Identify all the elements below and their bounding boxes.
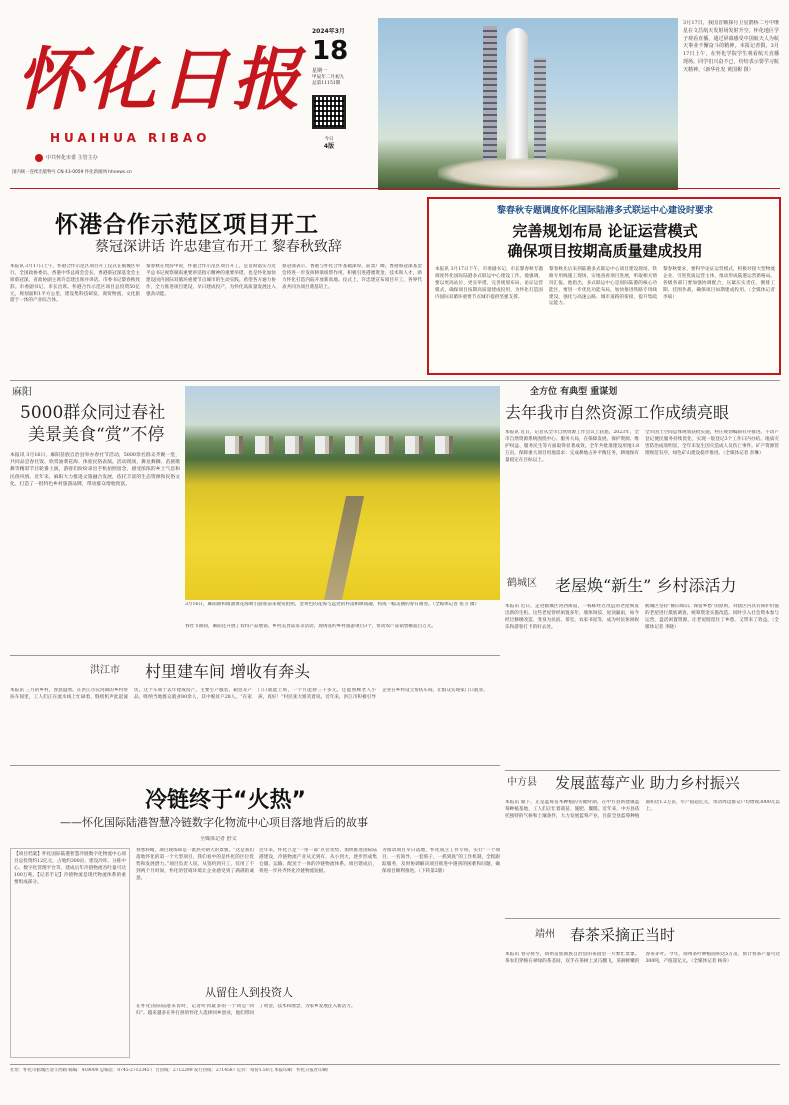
date-box — [312, 28, 372, 178]
publisher-line: 中共怀化市委 主管主办 — [35, 154, 98, 162]
story3-headline: 村里建车间 增收有奔头 — [145, 662, 311, 681]
lunar-date: 甲辰年二月初九 — [312, 74, 345, 80]
box-column-1: 本报讯 3月17日下午，市委副书记、市长黎春秋专题调度怀化国际陆港多式联运中心建设工作。他强调，要以更高站位、更实举措，完善规划布局，论证运营模式，确保项目按期高质量建成投用，为怀化打造国内国际双循环重要节点城市提供坚强支撑。 — [435, 267, 543, 300]
story2-column-1: 本报讯 近日，走进鹤城区河西街道，一栋栋经过改造的老屋焕发出新的生机。这些老屋曾经闲置多年，墙体斑驳、屋顶漏雨，如今经过修缮改造，变身为民宿、茶室、农家书屋等，成为村民休闲娱乐和游客打卡的好去处。 — [505, 604, 639, 630]
pages-count: 4版 — [323, 143, 335, 151]
brief-column-2: 全市国土空间总体规划获批实施，村庄规划编制有序推进。不动产登记便民服务持续优化，实现一般登记3个工作日内办结。地质灾害防治成效明显，全年未发生因灾造成人员伤亡事件。矿产资源管理规范有序，绿色矿山建设稳步推进。（全媒体记者 彭琳） — [645, 430, 779, 456]
date-year-month: 2024年3月 — [312, 28, 345, 35]
box-column-3: 黎春秋要求，要科学论证运营模式，积极对接大型物流企业，引进优质运营主体，推动形成陆港运营新格局。各级各部门要加强协调配合，压紧压实责任，倒排工期、挂图作战，确保项目如期建成投用。（全媒体记者 李斌） — [663, 267, 775, 300]
masthead — [10, 18, 310, 183]
footer-rule — [10, 1064, 780, 1065]
story6-headline: 春茶采摘正当时 — [570, 926, 676, 944]
feature-column-2: 春寒料峭，项目现场却是一派热火朝天的景象。“这是我们落地怀化的第一个大型项目，我们看中的是怀化的区位优势和发展潜力。”项目负责人说。从签约到开工，仅用了不到两个月时间，怀化的营商环境让企业感受到了满满的诚意。 — [136, 848, 254, 881]
highlight-box — [427, 197, 781, 375]
brief-headline: 去年我市自然资源工作成绩亮眼 — [505, 403, 730, 422]
masthead-pinyin: HUAIHUA RIBAO — [50, 131, 211, 145]
cn-number: 国内统一连续出版物号 CN 43-0059 怀化新闻网 hhnews.cn — [12, 170, 132, 175]
qr-code-icon — [312, 95, 346, 129]
story2-place: 鹤城区 — [507, 578, 537, 589]
weekday: 星期一 — [312, 68, 328, 75]
feature-column-1: 【项目档案】怀化国际陆港智慧冷链数字化物流中心项目总投资约12亿元，占地约300亩，建设冷库、分拣中心、数字化管理平台等，建成后年冷链物流吞吐量可达100万吨。【记者手记】冷链物流是现代物流体系的重要组成部分。 — [10, 848, 130, 1058]
box-column-2: 黎春秋先后来到陆港多式联运中心项目建设现场、铁路专用线施工现场，实地查看项目进展，听取相关情况汇报。他指出，多式联运中心是国际陆港的核心功能区，要进一步优化功能布局，加快推进铁路专用线建设，强化与高速公路、城市道路的衔接，提升集疏运能力。 — [549, 267, 657, 307]
lead-column-2: 黎春秋在致辞中说，怀港合作示范区项目开工，是贯彻落实习近平总书记视察湖南重要讲话指示精神的重要举措，也是怀化加快建设国内国际双循环重要节点城市的生动实践。希望各方通力协作，全力推进项目建设，早日建成投产，为怀化高质量发展注入强劲动能。 — [146, 264, 276, 297]
story1-subheadline: 美景美食“赏”不停 — [28, 425, 165, 445]
lead-headline: 怀港合作示范区项目开工 — [55, 212, 319, 238]
story1-headline: 5000群众同过春社 — [20, 403, 166, 423]
photo-caption: 3月16日，麻阳锦和镇油菜花海吸引游客前来观赏拍照，金黄色的花海与远处的村落相映成趣，构成一幅美丽的春日画卷。（全媒体记者 张卫 摄） — [185, 602, 480, 607]
story5-text: 在怀化国际陆港采访时，记者听到最多的一个词是“回归”。越来越多在外打拼的怀化人选择回乡创业，他们带回了资金、技术和理念，为家乡发展注入新活力。 — [136, 1004, 356, 1016]
story1-text: 本报讯 3月16日，麻阳苗族自治县举办春社节活动，5000余名群众齐聚一堂，共同品尝春社饭、欣赏油菜花海、体验民俗表演。活动现场，舞龙舞狮、苗族歌舞等精彩节目轮番上演，游客们纷纷拿出手机拍照留念，感受浓浓的乡土气息和民俗风情。近年来，麻阳大力推进文旅融合发展，依托丰富的生态资源和民俗文化，打造了一批特色乡村旅游品牌，带动群众增收致富。 — [10, 453, 180, 487]
story4-text: 本报讯 眼下，正是蓝莓苗木种植的关键时期，在中方县新建镇蓝莓种植基地，工人们正忙着栽苗、施肥、覆膜。近年来，中方县依托独特的气候和土壤条件，大力发展蓝莓产业，目前全县蓝莓种植面积达1.2万亩，年产值超亿元，带动周边群众户均增收3000元以上。 — [505, 800, 780, 819]
feature-top-rule — [10, 765, 500, 766]
side-news-brief: 3月17日，我国首颗探月卫星鹊桥二号中继星在文昌航天发射场发射升空，怀化地区学子观看直播，通过屏幕感受中国航天人为航天事业不懈奋斗的精神。本报记者摄。3月17日上午，在怀化学院学生观看航天直播现场，同学们兴奋不已，纷纷表示要学习航天精神。（新华社发 黄国彬 摄） — [683, 20, 779, 73]
pages-label: 今日 — [324, 137, 334, 143]
story3-place: 洪江市 — [90, 665, 120, 676]
story5-headline: 从留住人到投资人 — [205, 986, 293, 999]
lead-column-1: 本报讯 3月17日上午，怀港合作示范区项目开工仪式在鹤城区举行。全国政协委员、香港中华总商会会长、香港蔡冠深基金会主席蔡冠深，省政协副主席许忠建出席并讲话。市委书记黎春秋致辞。市委副书记、市长出席。怀港合作示范区项目总投资50亿元，规划面积1平方公里，建设集科技研发、商贸物流、文化旅游于一体的产业综合体。 — [10, 264, 140, 304]
launch-tower-left — [483, 26, 497, 176]
right-mid-rule — [505, 770, 780, 771]
issue-number: 总第11151期 — [312, 81, 341, 87]
field-path — [324, 496, 364, 600]
feature-column-4: 为推动项目早日落地，怀化成立工作专班，实行“一个项目、一名领导、一套班子、一抓到底”的工作机制，全程跟踪服务，及时协调解决项目推进中遇到的困难和问题，确保项目顺利推进。（下转第2版） — [382, 848, 500, 874]
masthead-divider — [10, 188, 780, 189]
rocket-body — [506, 28, 528, 173]
story4-headline: 发展蓝莓产业 助力乡村振兴 — [555, 774, 740, 792]
lead-column-3: 蔡冠深表示，香港与怀化合作基础深厚，前景广阔。香港蔡冠深基金会将进一步发挥桥梁纽带作用，积极引进港澳资金、技术和人才，助力怀化打造内陆开放新高地。仪式上，许忠建宣布项目开工，各界代表共同为项目奠基培土。 — [282, 264, 422, 290]
masthead-title: 怀化日报 — [16, 40, 305, 120]
lead-subheadline: 蔡冠深讲话 许忠建宣布开工 黎春秋致辞 — [95, 239, 342, 255]
rocket-launch-photo — [378, 18, 678, 190]
feature-column-3: 近年来，怀化立足“一带一部”区位优势，加快推进国际陆港建设，冷链物流产业从无到有、从小到大，逐步形成集仓储、运输、配送于一体的冷链物流体系。项目建成后，将进一步补齐怀化冷链物流短板。 — [259, 848, 377, 874]
story2-headline: 老屋焕“新生” 乡村添活力 — [555, 576, 737, 595]
box-headline-1: 完善规划布局 论证运营模式 — [512, 222, 698, 240]
feature-byline: 全媒体记者 舒义 — [200, 836, 237, 842]
feature-subheadline: ——怀化国际陆港智慧冷链数字化物流中心项目落地背后的故事 — [60, 816, 368, 829]
lead-bottom-rule — [10, 380, 780, 381]
story2-column-2: 鹤城区坚持“修旧如旧、保留乡愁”的原则，对辖区内具有保护价值的老屋进行摸底调查，统筹资金实施改造。同时引入社会资本参与运营，盘活闲置资源，让老屋既留住了乡愁，又带来了效益。（全媒体记者 李晓） — [645, 604, 779, 630]
story1-place: 麻阳 — [12, 387, 32, 398]
village-houses — [225, 436, 455, 454]
box-headline-2: 确保项目按期高质量建成投用 — [507, 242, 703, 260]
story1-text-continued: 春社节期间，麻阳还开展了农特产品展销、乡村美食品鉴等活动，现场签约乡村旅游项目3个，带动农产品销售额超百万元。 — [185, 624, 436, 629]
brief-column-1: 本报讯 近日，记者从全市自然资源工作会议上获悉，2023年，全市自然资源系统围绕中心、服务大局，在保障发展、保护资源、维护权益、服务民生等方面取得显著成效。全年共批准建设用地1.8万亩，保障重大项目用地需求；完成耕地占补平衡任务，耕地保有量稳定在目标以上。 — [505, 430, 639, 463]
story6-top-rule — [505, 918, 780, 919]
brief-kicker: 全方位 有典型 重谋划 — [530, 387, 618, 397]
feature-headline: 冷链终于“火热” — [145, 788, 306, 813]
story6-text: 本报讯 春分将至，靖州苗族侗族自治县的茶园里一片繁忙景象。茶农们穿梭在翠绿的茶垄间，双手在茶树上灵巧翻飞，采摘鲜嫩的春茶芽叶。今年，靖州茶叶种植面积达5万亩，预计春茶产量可达300吨，产值超亿元。（全媒体记者 杨涛） — [505, 952, 780, 964]
rapeseed-field-photo — [185, 386, 500, 600]
box-kicker: 黎春秋专题调度怀化国际陆港多式联运中心建设时要求 — [496, 206, 713, 216]
party-emblem-icon — [35, 154, 43, 162]
date-day: 18 — [312, 36, 349, 67]
story4-place: 中方县 — [507, 777, 537, 788]
story6-place: 靖州 — [535, 929, 555, 940]
story3-text: 本报讯 三月的乡村，春意盎然。在洪江市沅河镇的乡村帮扶车间里，工人们正在流水线上忙碌着，缝纫机声此起彼伏。这个车间于去年建成投产，主要生产服装、箱包等产品，吸纳当地群众就业80余人，其中脱贫户28人。“在家门口就能上班，一个月能挣三千多元，还能照顾老人小孩，真好！”村民张大姐笑着说。近年来，洪江市积极引导企业在乡村设立帮扶车间，让群众实现家门口就业。 — [10, 688, 488, 700]
footer-info: 社址：怀化市鹤城区迎丰西路 邮编：418000 总编室：0745-2712345 广告热线：2712299 发行热线：2714587 定价：每份1.50元 本报印刷：怀化日报社印刷厂 — [10, 1068, 332, 1073]
exhaust-smoke — [438, 158, 618, 188]
mid-rule — [10, 655, 500, 656]
